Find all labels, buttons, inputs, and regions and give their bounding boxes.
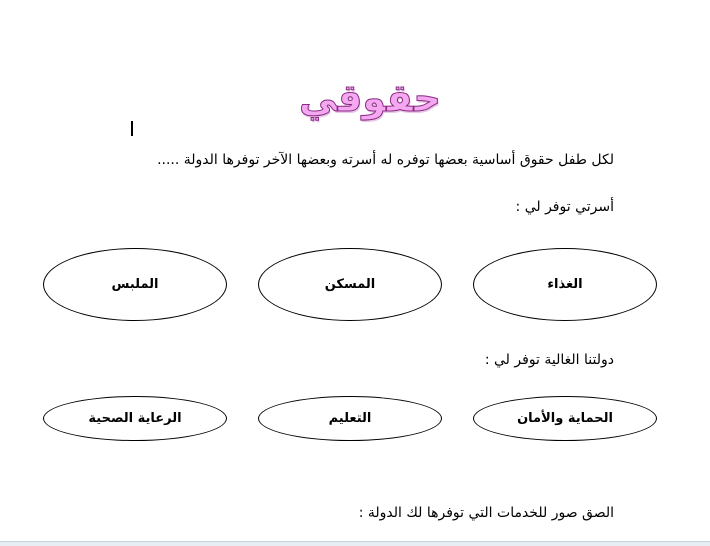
family-item-housing (258, 248, 442, 321)
intro-paragraph: لكل طفل حقوق أساسية بعضها توفره له أسرته وبعضها الآخر توفرها الدولة ..... (157, 152, 614, 168)
state-item-education (258, 396, 442, 441)
state-item-protection (473, 396, 657, 441)
state-item-label: الرعاية الصحية (88, 411, 182, 426)
family-item-label: الغذاء (547, 277, 583, 292)
state-section-heading: دولتنا الغالية توفر لي : (484, 352, 614, 368)
page-title: حقوقي (299, 76, 441, 120)
family-item-food (473, 248, 657, 321)
family-item-clothing (43, 248, 227, 321)
family-item-label: المسكن (324, 277, 376, 292)
state-item-label: الحماية والأمان (517, 411, 613, 426)
state-item-label: التعليم (328, 411, 372, 426)
page-bottom-edge (0, 541, 710, 546)
family-section-heading: أسرتي توفر لي : (515, 199, 614, 215)
state-item-healthcare (43, 396, 227, 441)
paste-instruction: الصق صور للخدمات التي توفرها لك الدولة : (358, 505, 614, 521)
family-item-label: الملبس (111, 277, 159, 292)
text-cursor (131, 121, 133, 136)
